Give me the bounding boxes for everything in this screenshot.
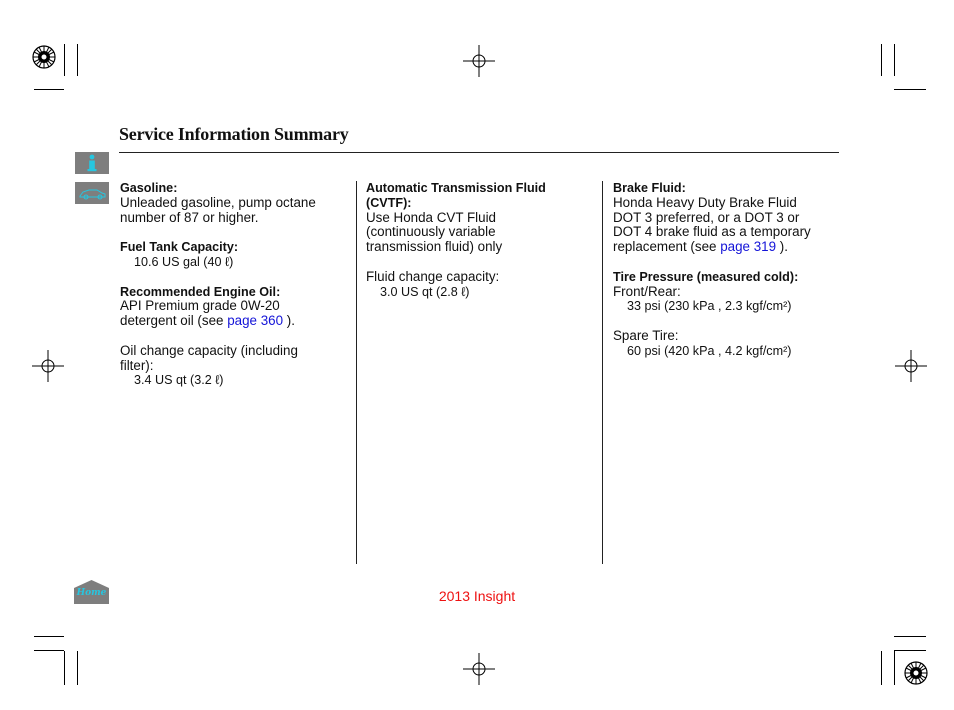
fuel-tank-label: Fuel Tank Capacity bbox=[120, 240, 234, 255]
footer-model: 2013 Insight bbox=[438, 588, 516, 604]
page-319-link[interactable]: page 319 bbox=[720, 239, 777, 255]
engine-oil-text: ). bbox=[283, 313, 295, 329]
crosshair-icon bbox=[462, 652, 496, 686]
tire-front-value: 33 psi (230 kPa , 2.3 kgf/cm²) bbox=[627, 299, 792, 314]
oil-capacity-text: filter): bbox=[120, 357, 154, 373]
gasoline-label: Gasoline bbox=[120, 181, 174, 195]
home-label: Home bbox=[76, 588, 107, 598]
oil-capacity-text: Oil change capacity (including bbox=[120, 342, 298, 358]
brake-fluid-text: DOT 4 brake fluid as a temporary bbox=[613, 224, 811, 240]
atf-capacity-text: Fluid change capacity: bbox=[366, 268, 500, 284]
info-icon bbox=[75, 152, 109, 174]
gasoline-text: Unleaded gasoline, pump octane bbox=[120, 194, 316, 210]
fuel-tank-value: 10.6 US gal (40 ℓ) bbox=[134, 254, 234, 269]
column-divider bbox=[602, 181, 603, 564]
atf-text: Use Honda CVT Fluid bbox=[366, 209, 496, 225]
gasoline-text: number of 87 or higher. bbox=[120, 209, 259, 225]
title-divider bbox=[119, 152, 839, 153]
atf-label: Automatic Transmission Fluid bbox=[366, 181, 546, 195]
crosshair-icon bbox=[31, 349, 65, 383]
oil-capacity-value: 3.4 US qt (3.2 ℓ) bbox=[134, 373, 224, 388]
tire-front-label: Front/Rear: bbox=[613, 283, 681, 299]
brake-fluid-text: DOT 3 preferred, or a DOT 3 or bbox=[613, 209, 800, 225]
brake-fluid-text: replacement (see bbox=[613, 239, 721, 255]
atf-text: transmission fluid) only bbox=[366, 239, 503, 255]
registration-target-icon bbox=[903, 660, 929, 686]
atf-capacity-value: 3.0 US qt (2.8 ℓ) bbox=[380, 284, 470, 299]
car-icon bbox=[75, 182, 109, 204]
column-fuel-oil: Gasoline: Unleaded gasoline, pump octane number of 87 or higher. Fuel Tank Capacity: 10.6 US gal (40 ℓ) Recommended Engine Oil: API Premium grade 0W-20 detergent oil (see page 360 ). Oil change capacity (including filter): 3.4 US qt (3.2 ℓ) bbox=[120, 181, 348, 388]
brake-fluid-text: Honda Heavy Duty Brake Fluid bbox=[613, 194, 797, 210]
engine-oil-text: API Premium grade 0W-20 bbox=[120, 298, 280, 314]
vehicle-index-button[interactable] bbox=[75, 182, 109, 204]
tire-pressure-label: Tire Pressure (measured cold) bbox=[613, 269, 795, 284]
atf-text: (continuously variable bbox=[366, 224, 496, 240]
brake-fluid-text: ). bbox=[776, 239, 788, 255]
tire-spare-label: Spare Tire: bbox=[613, 327, 679, 343]
engine-oil-label: Recommended Engine Oil bbox=[120, 284, 277, 299]
brake-fluid-label: Brake Fluid bbox=[613, 181, 682, 195]
crosshair-icon bbox=[462, 44, 496, 78]
column-divider bbox=[356, 181, 357, 564]
atf-label: (CVTF) bbox=[366, 195, 408, 210]
engine-oil-text: detergent oil (see bbox=[120, 313, 228, 329]
registration-target-icon bbox=[31, 44, 57, 70]
crosshair-icon bbox=[894, 349, 928, 383]
column-brake-tire: Brake Fluid: Honda Heavy Duty Brake Fluid DOT 3 preferred, or a DOT 3 or DOT 4 brake fluid as a temporary replacement (see page 319 ). Tire Pressure (measured cold): Front/Rear: 33 psi (230 kPa , 2.3 kgf/cm²) Spare Tire: 60 psi (420 kPa , 4.2 kgf/cm²) bbox=[613, 181, 845, 359]
page-360-link[interactable]: page 360 bbox=[227, 313, 284, 329]
page-title: Service Information Summary bbox=[119, 124, 349, 144]
tire-spare-value: 60 psi (420 kPa , 4.2 kgf/cm²) bbox=[627, 343, 792, 358]
info-button[interactable] bbox=[75, 152, 109, 174]
column-transmission: Automatic Transmission Fluid (CVTF): Use Honda CVT Fluid (continuously variable transmission fluid) only Fluid change capacity: 3.0 US qt (2.8 ℓ) bbox=[366, 181, 596, 299]
